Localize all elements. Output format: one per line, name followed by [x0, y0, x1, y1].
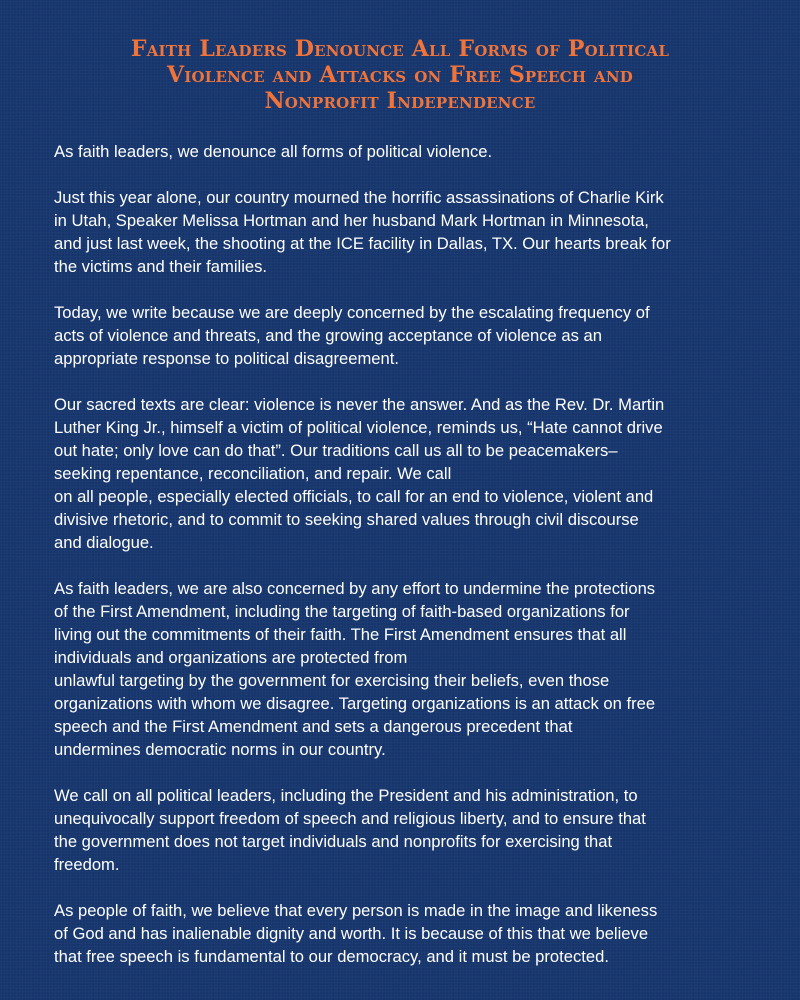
title-line: Violence and Attacks on Free Speech and — [166, 62, 634, 88]
title-line: Faith Leaders Denounce All Forms of Political — [130, 36, 670, 62]
text-line: undermines democratic norms in our country. — [54, 740, 386, 759]
text-line: As faith leaders, we denounce all forms of political violence. — [54, 142, 493, 161]
text-line: the victims and their families. — [54, 257, 268, 276]
title-line: Nonprofit Independence — [264, 88, 536, 114]
statement-body — [54, 140, 754, 991]
text-line: and just last week, the shooting at the ICE facility in Dallas, TX. Our hearts break for — [54, 234, 671, 253]
paragraph-first-amendment — [54, 577, 754, 761]
text-line: freedom. — [54, 855, 120, 874]
text-line: speech and the First Amendment and sets a dangerous precedent that — [54, 717, 573, 736]
text-line: the government does not target individuals and nonprofits for exercising that — [54, 832, 613, 851]
text-line: on all people, especially elected officials, to call for an end to violence, violent and — [54, 487, 654, 506]
text-line: that free speech is fundamental to our democracy, and it must be protected. — [54, 947, 609, 966]
paragraph-assassinations — [54, 186, 754, 278]
text-line: unlawful targeting by the government for exercising their beliefs, even those — [54, 671, 610, 690]
text-line: appropriate response to political disagreement. — [54, 349, 399, 368]
text-line: individuals and organizations are protected from — [54, 648, 408, 667]
text-line: seeking repentance, reconciliation, and repair. We call — [54, 464, 452, 483]
text-line: of God and has inalienable dignity and worth. It is because of this that we believe — [54, 924, 649, 943]
text-line: of the First Amendment, including the targeting of faith-based organizations for — [54, 602, 630, 621]
text-line: Our sacred texts are clear: violence is never the answer. And as the Rev. Dr. Martin — [54, 395, 665, 414]
text-line: divisive rhetoric, and to commit to seeking shared values through civil discourse — [54, 510, 639, 529]
text-line: As faith leaders, we are also concerned by any effort to undermine the protections — [54, 579, 656, 598]
text-line: and dialogue. — [54, 533, 154, 552]
text-line: Just this year alone, our country mourned the horrific assassinations of Charlie Kirk — [54, 188, 664, 207]
paragraph-intro — [54, 140, 754, 163]
text-line: Today, we write because we are deeply concerned by the escalating frequency of — [54, 303, 650, 322]
paragraph-call-to-leaders — [54, 784, 754, 876]
text-line: As people of faith, we believe that every person is made in the image and likeness — [54, 901, 658, 920]
text-line: living out the commitments of their faith. The First Amendment ensures that all — [54, 625, 627, 644]
text-line: acts of violence and threats, and the growing acceptance of violence as an — [54, 326, 602, 345]
paragraph-dignity — [54, 899, 754, 968]
text-line: unequivocally support freedom of speech and religious liberty, and to ensure that — [54, 809, 646, 828]
text-line: Luther King Jr., himself a victim of political violence, reminds us, “Hate cannot drive — [54, 418, 663, 437]
text-line: We call on all political leaders, including the President and his administration, to — [54, 786, 638, 805]
statement-title — [40, 36, 760, 114]
text-line: in Utah, Speaker Melissa Hortman and her husband Mark Hortman in Minnesota, — [54, 211, 649, 230]
paragraph-concern — [54, 301, 754, 370]
paragraph-sacred-texts — [54, 393, 754, 554]
text-line: organizations with whom we disagree. Targeting organizations is an attack on free — [54, 694, 656, 713]
text-line: out hate; only love can do that”. Our traditions call us all to be peacemakers– — [54, 441, 618, 460]
